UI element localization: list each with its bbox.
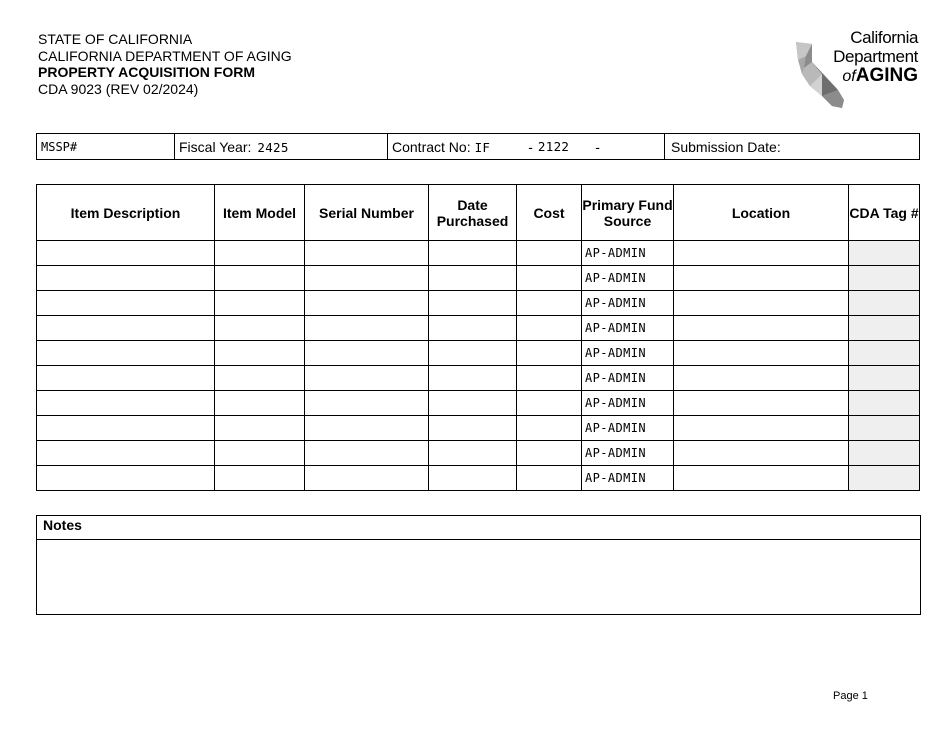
- submission-date-label: Submission Date:: [671, 138, 781, 155]
- table-row: [37, 441, 920, 466]
- item-description-cell[interactable]: [37, 291, 215, 316]
- fund-source-cell[interactable]: AP-ADMIN: [582, 241, 674, 266]
- notes-input[interactable]: [37, 540, 920, 614]
- fund-source-cell[interactable]: AP-ADMIN: [582, 366, 674, 391]
- info-bar: [36, 133, 920, 160]
- logo-department: Department: [833, 47, 918, 66]
- table-row: [37, 316, 920, 341]
- table-row: [37, 341, 920, 366]
- fund-source-cell[interactable]: AP-ADMIN: [582, 441, 674, 466]
- cda-tag-cell: [849, 416, 920, 441]
- item-model-cell[interactable]: [215, 366, 305, 391]
- fiscal-year-field[interactable]: [175, 134, 388, 159]
- table-row: [37, 416, 920, 441]
- item-description-cell[interactable]: [37, 366, 215, 391]
- cost-cell[interactable]: [517, 341, 582, 366]
- item-model-cell[interactable]: [215, 266, 305, 291]
- fiscal-year-value: 2425: [257, 140, 289, 155]
- item-description-cell[interactable]: [37, 266, 215, 291]
- cost-cell[interactable]: [517, 441, 582, 466]
- item-model-cell[interactable]: [215, 316, 305, 341]
- item-model-cell[interactable]: [215, 341, 305, 366]
- mssp-label: MSSP#: [41, 139, 78, 154]
- fund-source-cell[interactable]: AP-ADMIN: [582, 266, 674, 291]
- cda-tag-cell: [849, 366, 920, 391]
- item-model-cell[interactable]: [215, 391, 305, 416]
- cost-cell[interactable]: [517, 466, 582, 491]
- item-model-cell[interactable]: [215, 466, 305, 491]
- col-serial-number: Serial Number: [305, 185, 429, 241]
- cda-tag-cell: [849, 391, 920, 416]
- cost-cell[interactable]: [517, 266, 582, 291]
- item-description-cell[interactable]: [37, 466, 215, 491]
- cost-cell[interactable]: [517, 316, 582, 341]
- table-row: [37, 391, 920, 416]
- cost-cell[interactable]: [517, 366, 582, 391]
- serial-number-cell[interactable]: [305, 341, 429, 366]
- location-cell[interactable]: [674, 266, 849, 291]
- location-cell[interactable]: [674, 241, 849, 266]
- col-cost: Cost: [517, 185, 582, 241]
- serial-number-cell[interactable]: [305, 291, 429, 316]
- date-purchased-cell[interactable]: [429, 266, 517, 291]
- logo-aging: AGING: [855, 65, 918, 86]
- logo-of: of: [842, 68, 856, 85]
- item-model-cell[interactable]: [215, 291, 305, 316]
- table-row: [37, 291, 920, 316]
- fund-source-cell[interactable]: AP-ADMIN: [582, 416, 674, 441]
- contract-separator-1: -: [528, 138, 533, 155]
- location-cell[interactable]: [674, 366, 849, 391]
- location-cell[interactable]: [674, 416, 849, 441]
- serial-number-cell[interactable]: [305, 391, 429, 416]
- cda-tag-cell: [849, 316, 920, 341]
- item-model-cell[interactable]: [215, 241, 305, 266]
- state-line: STATE OF CALIFORNIA: [38, 31, 193, 47]
- col-date-purchased: Date Purchased: [429, 185, 517, 241]
- submission-date-field[interactable]: [665, 134, 919, 159]
- col-primary-fund-source: Primary Fund Source: [582, 185, 674, 241]
- serial-number-cell[interactable]: [305, 466, 429, 491]
- item-description-cell[interactable]: [37, 416, 215, 441]
- serial-number-cell[interactable]: [305, 441, 429, 466]
- table-row: [37, 241, 920, 266]
- date-purchased-cell[interactable]: [429, 341, 517, 366]
- date-purchased-cell[interactable]: [429, 441, 517, 466]
- item-description-cell[interactable]: [37, 441, 215, 466]
- item-description-cell[interactable]: [37, 341, 215, 366]
- location-cell[interactable]: [674, 466, 849, 491]
- fund-source-cell[interactable]: AP-ADMIN: [582, 466, 674, 491]
- table-row: [37, 266, 920, 291]
- cda-logo: [792, 28, 922, 112]
- item-description-cell[interactable]: [37, 391, 215, 416]
- location-cell[interactable]: [674, 341, 849, 366]
- serial-number-cell[interactable]: [305, 241, 429, 266]
- date-purchased-cell[interactable]: [429, 366, 517, 391]
- col-item-model: Item Model: [215, 185, 305, 241]
- form-header: [38, 31, 292, 97]
- table-row: [37, 366, 920, 391]
- item-description-cell[interactable]: [37, 316, 215, 341]
- cda-tag-cell: [849, 291, 920, 316]
- page-number: Page 1: [833, 690, 868, 702]
- contract-prefix: IF: [474, 140, 491, 155]
- table-header-row: [37, 185, 920, 241]
- fund-source-cell[interactable]: AP-ADMIN: [582, 341, 674, 366]
- serial-number-cell[interactable]: [305, 366, 429, 391]
- fiscal-year-label: Fiscal Year:: [179, 138, 252, 155]
- cost-cell[interactable]: [517, 416, 582, 441]
- item-model-cell[interactable]: [215, 416, 305, 441]
- item-model-cell[interactable]: [215, 441, 305, 466]
- col-location: Location: [674, 185, 849, 241]
- contract-no-label: Contract No:: [392, 138, 471, 155]
- location-cell[interactable]: [674, 391, 849, 416]
- items-table: [36, 184, 920, 491]
- notes-label: Notes: [37, 516, 920, 540]
- contract-separator-2: -: [595, 138, 600, 155]
- contract-mid: 2122: [537, 139, 570, 154]
- cda-tag-cell: [849, 466, 920, 491]
- fund-source-cell[interactable]: AP-ADMIN: [582, 291, 674, 316]
- col-item-description: Item Description: [37, 185, 215, 241]
- serial-number-cell[interactable]: [305, 316, 429, 341]
- fund-source-cell[interactable]: AP-ADMIN: [582, 316, 674, 341]
- contract-no-field[interactable]: [388, 134, 665, 159]
- serial-number-cell[interactable]: [305, 266, 429, 291]
- location-cell[interactable]: [674, 441, 849, 466]
- date-purchased-cell[interactable]: [429, 466, 517, 491]
- cost-cell[interactable]: [517, 291, 582, 316]
- date-purchased-cell[interactable]: [429, 241, 517, 266]
- date-purchased-cell[interactable]: [429, 391, 517, 416]
- fund-source-cell[interactable]: AP-ADMIN: [582, 391, 674, 416]
- form-id: CDA 9023 (REV 02/2024): [38, 80, 199, 97]
- cda-tag-cell: [849, 341, 920, 366]
- location-cell[interactable]: [674, 291, 849, 316]
- col-cda-tag: CDA Tag #: [849, 185, 920, 241]
- cda-tag-cell: [849, 241, 920, 266]
- form-title: PROPERTY ACQUISITION FORM: [38, 64, 256, 80]
- logo-wordmark: [820, 28, 918, 87]
- date-purchased-cell[interactable]: [429, 316, 517, 341]
- date-purchased-cell[interactable]: [429, 416, 517, 441]
- cda-tag-cell: [849, 266, 920, 291]
- cost-cell[interactable]: [517, 391, 582, 416]
- notes-box: [36, 515, 921, 615]
- item-description-cell[interactable]: [37, 241, 215, 266]
- department-line: CALIFORNIA DEPARTMENT OF AGING: [38, 47, 292, 64]
- location-cell[interactable]: [674, 316, 849, 341]
- cost-cell[interactable]: [517, 241, 582, 266]
- table-row: [37, 466, 920, 491]
- date-purchased-cell[interactable]: [429, 291, 517, 316]
- serial-number-cell[interactable]: [305, 416, 429, 441]
- logo-california: California: [850, 28, 918, 47]
- cda-tag-cell: [849, 441, 920, 466]
- mssp-field[interactable]: [37, 134, 175, 159]
